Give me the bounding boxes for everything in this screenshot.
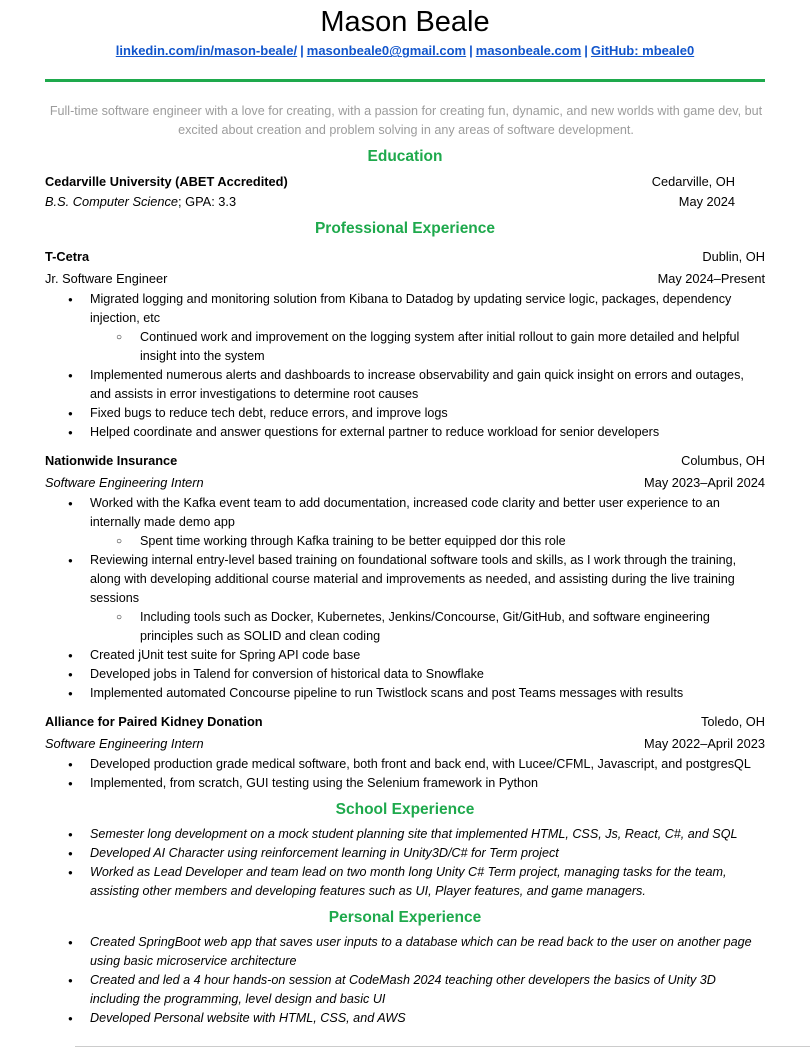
company-name: Nationwide Insurance bbox=[45, 453, 178, 469]
job-header-row bbox=[45, 451, 765, 471]
bullet-item bbox=[45, 971, 765, 1009]
bullet-text: Implemented automated Concourse pipeline to run Twistlock scans and post Teams messages with results bbox=[90, 686, 684, 701]
graduation-date: May 2024 bbox=[678, 194, 735, 210]
bullet-item bbox=[45, 825, 765, 844]
bullet-item bbox=[45, 423, 765, 442]
job-bullet-list bbox=[45, 290, 765, 442]
link-separator: | bbox=[584, 43, 588, 59]
job-entry-tcetra bbox=[45, 247, 765, 442]
bullet-text: Created jUnit test suite for Spring API code base bbox=[90, 648, 361, 663]
job-title-row bbox=[45, 734, 765, 754]
bullet-text: Created SpringBoot web app that saves user inputs to a database which can be read back to the user on another page using basic microservice architecture bbox=[90, 935, 752, 969]
person-name: Mason Beale bbox=[320, 6, 490, 38]
section-heading-professional: Professional Experience bbox=[314, 220, 496, 238]
degree-name: B.S. Computer Science bbox=[45, 194, 179, 210]
bullet-text: Developed AI Character using reinforcement learning in Unity3D/C# for Term project bbox=[90, 846, 559, 861]
bullet-item bbox=[45, 684, 765, 703]
job-dates: May 2024–Present bbox=[657, 271, 765, 287]
bullet-item bbox=[45, 774, 765, 793]
job-entry-nationwide bbox=[45, 451, 765, 703]
linkedin-link[interactable]: linkedin.com/in/mason-beale/ bbox=[115, 43, 298, 59]
bullet-text: Fixed bugs to reduce tech debt, reduce errors, and improve logs bbox=[90, 406, 448, 421]
company-name: Alliance for Paired Kidney Donation bbox=[45, 714, 263, 730]
github-link[interactable]: GitHub: mbeale0 bbox=[590, 43, 695, 59]
bullet-text: Implemented, from scratch, GUI testing using the Selenium framework in Python bbox=[90, 776, 538, 791]
job-location: Columbus, OH bbox=[681, 453, 765, 469]
bullet-item bbox=[45, 290, 765, 328]
job-bullet-list bbox=[45, 494, 765, 703]
job-header-row bbox=[45, 712, 765, 732]
job-header-row bbox=[45, 247, 765, 267]
bullet-text: Implemented numerous alerts and dashboards to increase observability and gain quick insight on errors and outages, and assists in error investigations to determine root causes bbox=[90, 368, 744, 402]
section-heading-school-experience: School Experience bbox=[335, 801, 475, 819]
bullet-item bbox=[45, 665, 765, 684]
section-heading-personal-experience: Personal Experience bbox=[328, 909, 482, 927]
bullet-text: Developed production grade medical software, both front and back end, with Lucee/CFML, Javascript, and postgresQL bbox=[90, 757, 751, 772]
bullet-text: Reviewing internal entry-level based training on foundational software tools and skills, as I work through the training, along with developing additional course material and improvements as needed, and assisting during the live training sessions bbox=[90, 553, 737, 606]
school-name: Cedarville University (ABET Accredited) bbox=[45, 174, 288, 190]
link-separator: | bbox=[469, 43, 473, 59]
job-title-row bbox=[45, 473, 765, 493]
bullet-item bbox=[45, 608, 765, 646]
bullet-item bbox=[45, 328, 765, 366]
bullet-item bbox=[45, 1009, 765, 1028]
divider-rule bbox=[45, 79, 765, 82]
bullet-text: Continued work and improvement on the logging system after initial rollout to gain more detailed and helpful insight into the system bbox=[140, 330, 740, 364]
job-dates: May 2023–April 2024 bbox=[644, 475, 765, 491]
summary-text: Full-time software engineer with a love for creating, with a passion for creating fun, dynamic, and new worlds with game dev, but excited about creation and problem solving in any areas of software development. bbox=[49, 104, 763, 138]
bullet-item bbox=[45, 532, 765, 551]
bullet-text: Developed Personal website with HTML, CSS, and AWS bbox=[90, 1011, 406, 1026]
job-entry-apkd bbox=[45, 712, 765, 793]
bullet-item bbox=[45, 646, 765, 665]
link-separator: | bbox=[300, 43, 304, 59]
job-dates: May 2022–April 2023 bbox=[644, 736, 765, 752]
job-title-row bbox=[45, 269, 765, 289]
job-location: Toledo, OH bbox=[700, 714, 765, 730]
bullet-item bbox=[45, 863, 765, 901]
job-title: Software Engineering Intern bbox=[45, 475, 204, 491]
bullet-text: Created and led a 4 hour hands-on session at CodeMash 2024 teaching other developers the basics of Unity 3D including the programming, level design and basic UI bbox=[90, 973, 716, 1007]
bullet-text: Migrated logging and monitoring solution from Kibana to Datadog by updating service logic, packages, dependency injection, etc bbox=[90, 292, 732, 326]
school-location: Cedarville, OH bbox=[651, 174, 735, 190]
bullet-text: Helped coordinate and answer questions for external partner to reduce workload for senior developers bbox=[90, 425, 660, 440]
bullet-text: Including tools such as Docker, Kubernetes, Jenkins/Concourse, Git/GitHub, and software engineering principles such as SOLID and clean coding bbox=[140, 610, 710, 644]
job-title: Software Engineering Intern bbox=[45, 736, 204, 752]
bullet-text: Developed jobs in Talend for conversion of historical data to Snowflake bbox=[90, 667, 484, 682]
email-link[interactable]: masonbeale0@gmail.com bbox=[306, 43, 467, 59]
education-entry bbox=[45, 172, 765, 192]
personal-experience-bullet-list bbox=[45, 933, 765, 1028]
website-link[interactable]: masonbeale.com bbox=[475, 43, 582, 59]
bullet-text: Worked with the Kafka event team to add documentation, increased code clarity and better user experience to an internally made demo app bbox=[90, 496, 720, 530]
resume-page bbox=[0, 6, 810, 1028]
section-heading-education: Education bbox=[367, 148, 443, 166]
bullet-item bbox=[45, 844, 765, 863]
job-title: Jr. Software Engineer bbox=[45, 271, 168, 287]
bullet-text: Semester long development on a mock student planning site that implemented HTML, CSS, Js, React, C#, and SQL bbox=[90, 827, 738, 842]
job-location: Dublin, OH bbox=[702, 249, 765, 265]
bullet-text: Spent time working through Kafka training to be better equipped dor this role bbox=[140, 534, 566, 549]
bullet-item bbox=[45, 933, 765, 971]
contact-links bbox=[45, 43, 765, 59]
bullet-text: Worked as Lead Developer and team lead on two month long Unity C# Term project, managing tasks for the team, assisting other members and developing features such as UI, Player features, and game managers. bbox=[90, 865, 727, 899]
bullet-item bbox=[45, 494, 765, 532]
bullet-item bbox=[45, 755, 765, 774]
company-name: T-Cetra bbox=[45, 249, 90, 265]
bullet-item bbox=[45, 551, 765, 608]
job-bullet-list bbox=[45, 755, 765, 793]
bullet-item bbox=[45, 366, 765, 404]
education-degree-row bbox=[45, 192, 765, 212]
school-experience-bullet-list bbox=[45, 825, 765, 901]
bullet-item bbox=[45, 404, 765, 423]
gpa-text: ; GPA: 3.3 bbox=[178, 194, 237, 210]
